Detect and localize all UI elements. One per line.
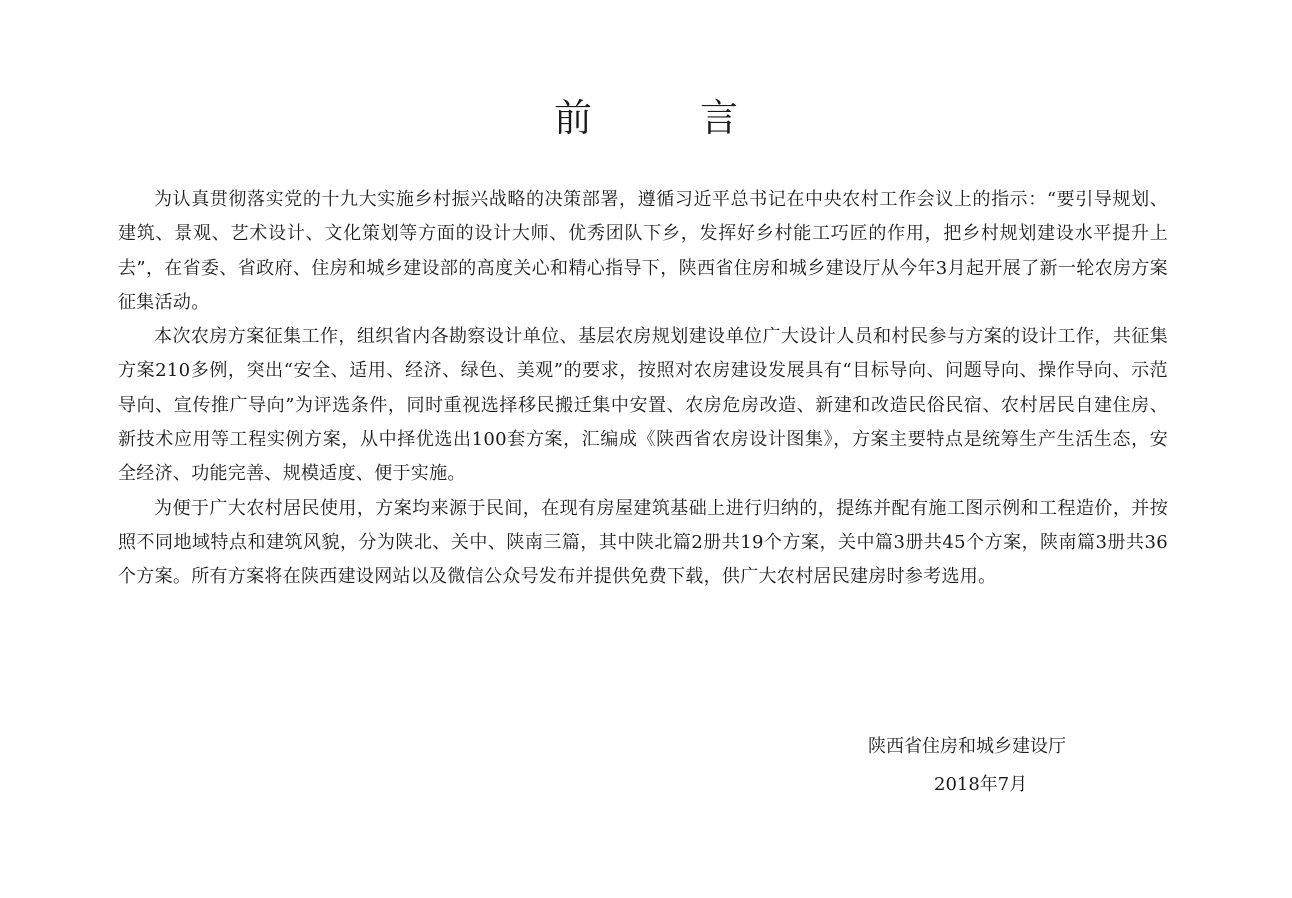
paragraph-1: 为认真贯彻落实党的十九大实施乡村振兴战略的决策部署，遵循习近平总书记在中央农村工作会议上的指示：“要引导规划、建筑、景观、艺术设计、文化策划等方面的设计大师、优秀团队下乡，发挥好乡村能工巧匠的作用，把乡村规划建设水平提升上去”，在省委、省政府、住房和城乡建设部的高度关心和精心指导下，陕西省住房和城乡建设厅从今年3月起开展了新一轮农房方案征集活动。: [118, 189, 1168, 313]
page-title: 前 言: [553, 96, 787, 140]
preface-body: [118, 183, 1168, 595]
signature-date: 2018年7月: [934, 774, 1028, 795]
signature-organization: 陕西省住房和城乡建设厅: [868, 736, 1066, 757]
paragraph-2: 本次农房方案征集工作，组织省内各勘察设计单位、基层农房规划建设单位广大设计人员和村民参与方案的设计工作，共征集方案210多例，突出“安全、适用、经济、绿色、美观”的要求，按照对农房建设发展具有“目标导向、问题导向、操作导向、示范导向、宣传推广导向”为评选条件，同时重视选择移民搬迁集中安置、农房危房改造、新建和改造民俗民宿、农村居民自建住房、新技术应用等工程实例方案，从中择优选出100套方案，汇编成《陕西省农房设计图集》，方案主要特点是统筹生产生活生态，安全经济、功能完善、规模适度、便于实施。: [118, 326, 1168, 485]
paragraph-3: 为便于广大农村居民使用，方案均来源于民间，在现有房屋建筑基础上进行归纳的，提练并配有施工图示例和工程造价，并按照不同地域特点和建筑风貌，分为陕北、关中、陕南三篇，其中陕北篇2册共19个方案，关中篇3册共45个方案，陕南篇3册共36个方案。所有方案将在陕西建设网站以及微信公众号发布并提供免费下载，供广大农村居民建房时参考选用。: [118, 497, 1168, 588]
